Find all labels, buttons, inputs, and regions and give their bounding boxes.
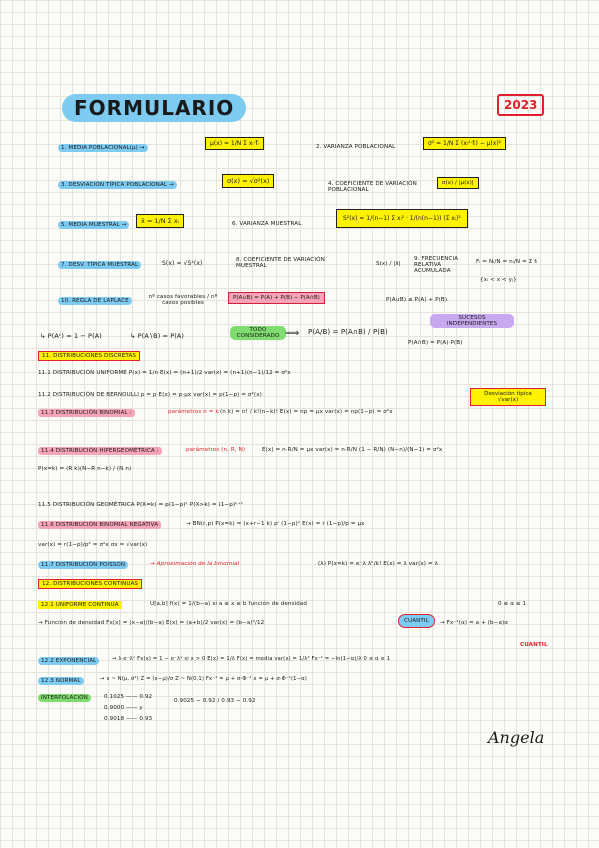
varianza-muestral-formula: S²(x) = 1/(n−1) Σ xᵢ² · 1/(n(n−1)) (Σ xᵢ)² [336,209,468,228]
page-title: FORMULARIO [62,94,246,122]
normal-formula: → x ~ N(μ, σ²) Z = (x−μ)/σ Z ~ N(0,1) Fx⁻¹ = μ + σ·Φ⁻¹ x = μ + σ·Φ⁻¹(1−α) [100,676,307,682]
dist-hipergeometrica-formula: E(x) = n·R/N = μx var(x) = n·R/N (1 − R/N) (N−n)/(N−1) = σ²x [262,447,443,453]
varianza-muestral-label: 6. VARIANZA MUESTRAL [232,221,302,227]
media-poblacional-formula: μ(x) = 1/N Σ xᵢ·fᵢ [205,137,264,150]
inequality-formula: P(A∪B) ≤ P(A) + P(B) [386,297,448,303]
cuantil-formula: → Fx⁻¹(α) = a + (b−a)α [440,620,509,626]
independent-formula: P(A∩B) = P(A)·P(B) [408,340,463,346]
uniforme-continua-label: 12.1 UNIFORME CONTINUA [38,601,122,609]
varianza-poblacional-label: 2. VARIANZA POBLACIONAL [316,144,396,150]
todo-considerado-label: TODO CONSIDERADO [230,326,286,340]
signature: Angela [488,728,545,747]
interpolacion-d: 0.9025 − 0.92 / 0.93 − 0.92 [174,698,256,704]
dist-hipergeometrica-note: parámetros (n, R, N) [186,447,246,453]
dist-uniforme: 11.1 DISTRIBUCIÓN UNIFORME P(x) = 1/n E(x) = (n+1)/2 var(x) = (n+1)(n−1)/12 = σ²x [38,370,291,376]
frecuencia-relativa-note: {xᵢ < x < yⱼ} [480,277,517,283]
cuantil-badge: CUANTIL [398,614,435,628]
dist-poisson-label: 11.7 DISTRIBUCIÓN POISSON [38,561,128,569]
uniforme-continua-formula: U[a,b] f(x) = 1/(b−a) si a ≤ x ≤ b función de densidad [150,601,308,607]
subset-formula: ↳ P(A∖B) = P(A) [130,332,185,340]
dist-binomial-negativa-var: var(x) = r(1−p)/p² = σ²x σx = √var(x) [38,542,148,548]
dist-hipergeometrica-label: 11.4 DISTRIBUCIÓN HIPERGEOMÉTRICA : [38,447,162,455]
coef-variacion-pob-formula: σ(x) / |μ(x)| [437,177,479,189]
interpolacion-label: INTERPOLACIÓN [38,694,91,702]
desviacion-tipica-box: Desviación típica √var(x) [470,388,546,406]
dist-binomial-note: parámetros n = k [168,409,219,415]
exponencial-label: 12.2 EXPONENCIAL [38,657,99,665]
dist-poisson-note: → Aproximación de la binomial [150,561,240,567]
uniforme-continua-range: 0 ≤ α ≤ 1 [498,601,527,607]
desv-muestral-label: 7. DESV. TÍPICA MUESTRAL [58,261,141,269]
dist-hipergeometrica-p: P(x=k) = (R k)(N−R n−k) / (N n) [38,466,132,472]
union-formula: P(A∪B) = P(A) + P(B) − P(A∩B) [228,292,325,304]
normal-label: 12.3 NORMAL [38,677,84,685]
year-badge: 2023 [497,94,544,116]
dist-binomial-negativa-formula: → BN(r,p) P(x=k) = (x+r−1 k) pʳ (1−p)ᵏ E(x) = r (1−p)/p = μx [186,521,365,527]
media-muestral-formula: x̄ = 1/N Σ xᵢ [136,214,184,228]
coef-variacion-muestral-label: 8. COEFICIENTE DE VARIACIÓN MUESTRAL [236,257,325,270]
continuas-title: 12. DISTRIBUCIONES CONTINUAS [38,579,142,589]
interpolacion-c: 0.9018 —— 0.93 [104,716,153,722]
frecuencia-relativa-label: 9. FRECUENCIA RELATIVA ACUMULADA [414,256,459,275]
varianza-poblacional-formula: σ² = 1/N Σ (xᵢ²·fᵢ) − μ(x)² [423,137,506,150]
dist-poisson-formula: (λ) P(x=k) = e⁻λ λᵏ/k! E(x) = λ var(x) = λ [318,561,438,567]
laplace-label: 10. REGLA DE LAPLACE [58,297,132,305]
complement-formula: ↳ P(Aᶜ) = 1 − P(A) [40,332,102,340]
dist-binomial-label: 11.3 DISTRIBUCIÓN BINOMIAL : [38,409,135,417]
sucesos-independientes-label: SUCESOS INDEPENDIENTES [430,314,514,328]
dist-bernoulli: 11.2 DISTRIBUCIÓN DE BERNOULLI p = p E(x) = p·μx var(x) = p(1−p) = σ²(x) [38,392,262,398]
media-poblacional-label: 1. MEDIA POBLACIONAL(μ) → [58,144,148,152]
discretas-title: 11. DISTRIBUCIONES DISCRETAS [38,351,140,361]
exponencial-formula: → λ·e⁻λˣ Fx(x) = 1 − e⁻λˣ si x > 0 E(x) = 1/λ F(x) = media var(x) = 1/λ² Fx⁻¹ = −ln(1−α)/λ 0 ≤ α ≤ 1 [112,656,391,662]
desviacion-tipica-formula: σ(x) = √σ²(x) [222,174,274,188]
desviacion-tipica-label: 3. DESVIACIÓN TÍPICA POBLACIONAL → [58,181,177,189]
dist-binomial-negativa-label: 11.6 DISTRIBUCIÓN BINOMIAL NEGATIVA [38,521,161,529]
frecuencia-relativa-formula: Fᵢ = Nᵢ/N = nᵢ/N = Σ fᵢ [476,259,538,265]
coef-variacion-muestral-formula: S(x) / |x̄| [376,261,401,267]
coef-variacion-pob-label: 4. COEFICIENTE DE VARIACIÓN POBLACIONAL [328,181,417,194]
media-muestral-label: 5. MEDIA MUESTRAL → [58,221,129,229]
dist-binomial-formula: (n k) = n! / k!(n−k)! E(x) = np = μx var(x) = np(1−p) = σ²x [220,409,393,415]
interpolacion-a: 0.1025 —— 0.92 [104,694,153,700]
dist-geometrica: 11.5 DISTRIBUCIÓN GEOMÉTRICA P(X=k) = p(1−p)ᵏ P(X>k) = (1−p)ᵏ⁺¹ [38,502,244,508]
arrow-icon: ⟹ [285,328,300,339]
funcion-densidad: → Función de densidad Fx(x) = (x−a)/(b−a) E(x) = (a+b)/2 var(x) = (b−a)²/12 [38,620,265,626]
desv-muestral-formula: S(x) = √S²(x) [162,260,203,267]
cuantil-note: CUANTIL [520,642,548,648]
interpolacion-b: 0.9000 —— y [104,705,143,711]
conditional-formula: P(A/B) = P(A∩B) / P(B) [308,328,388,336]
laplace-formula: nº casos favorables / nº casos posibles [148,294,218,307]
